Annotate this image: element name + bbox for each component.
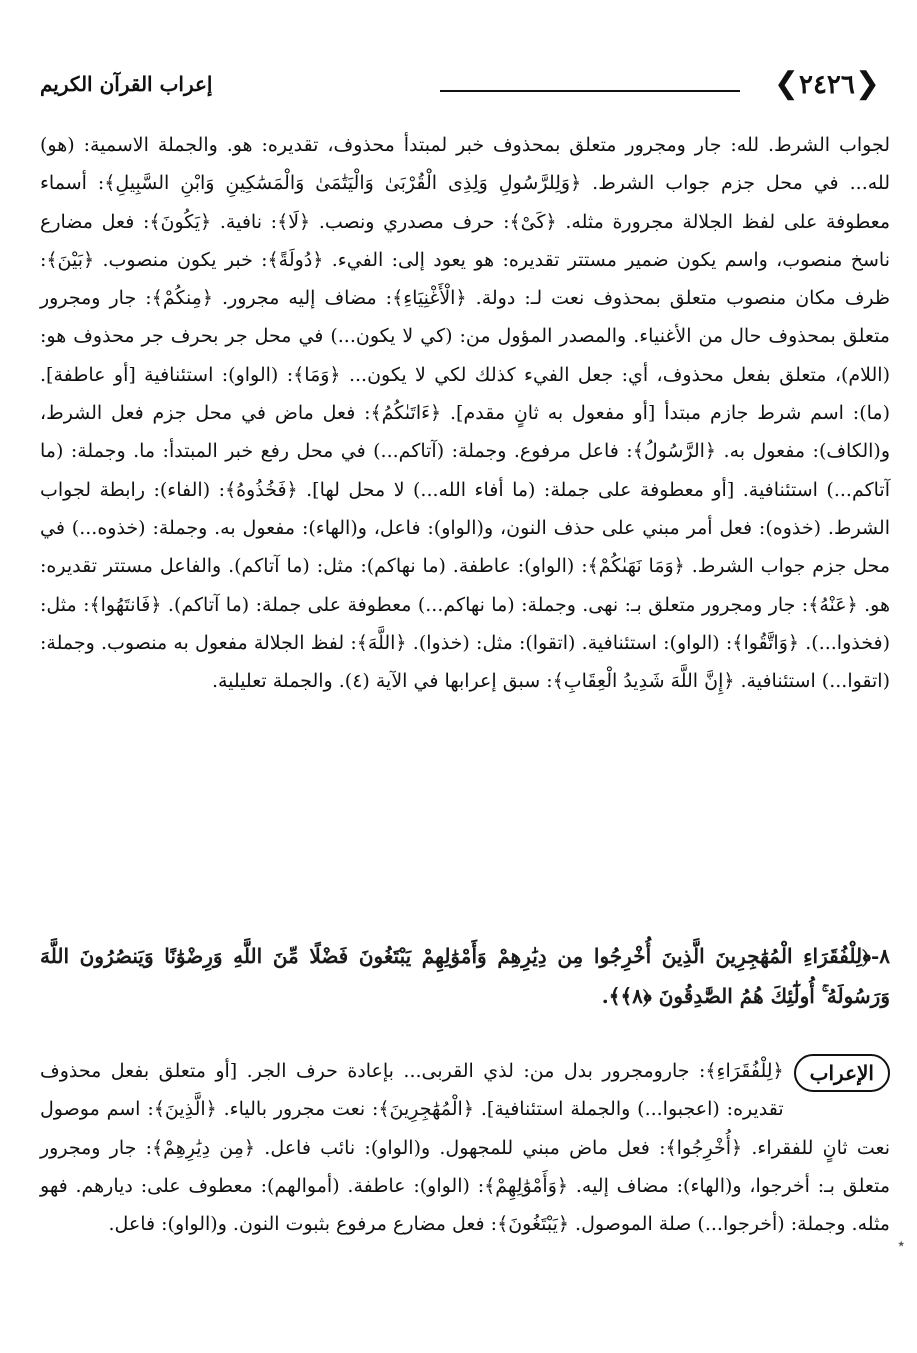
header-rule — [440, 90, 740, 92]
page-header — [40, 62, 880, 112]
irab-badge: الإعراب — [794, 1054, 890, 1092]
irab-text: ﴿لِلْفُقَرَاءِ﴾: جارومجرور بدل من: لذي القربى... بإعادة حرف الجر. [أو متعلق بفعل محذوف تقديره: (اعجبوا...) والجملة استئنافية]. ﴿الْمُهَٰجِرِينَ﴾: نعت مجرور بالياء. ﴿الَّذِينَ﴾: اسم موصول نعت ثانٍ للفقراء. ﴿أُخْرِجُوا﴾: فعل ماض مبني للمجهول. و(الواو): نائب فاعل. ﴿مِن دِيَٰرِهِمْ﴾: جار ومجرور متعلق بـ: أخرجوا، و(الهاء): مضاف إليه. ﴿وَأَمْوَٰلِهِمْ﴾: (الواو): عاطفة. (أموالهم): معطوف على: ديارهم. فهو مثله. وجملة: (أخرجوا...) صلة الموصول. ﴿يَبْتَغُونَ﴾: فعل مضارع مرفوع بثبوت النون. و(الواو): فاعل. — [40, 1060, 890, 1236]
page-number: ❮٢٤٢٦❯ — [773, 66, 880, 101]
quran-verse: ٨-﴿لِلْفُقَرَاءِ الْمُهَٰجِرِينَ الَّذِينَ أُخْرِجُوا مِن دِيَٰرِهِمْ وَأَمْوَٰلِهِمْ يَبْتَغُونَ فَضْلًا مِّنَ اللَّهِ وَرِضْوَٰنًا وَيَنصُرُونَ اللَّهَ وَرَسُولَهُ ۚ أُولَٰٓئِكَ هُمُ الصَّٰدِقُونَ ﴿٨﴾﴾. — [40, 944, 890, 1008]
book-title: إعراب القرآن الكريم — [40, 72, 213, 96]
irab-paragraph — [40, 1052, 890, 1243]
body-paragraph: لجواب الشرط. لله: جار ومجرور متعلق بمحذوف خبر لمبتدأ محذوف، تقديره: هو. والجملة الاسمية: (هو) لله... في محل جزم جواب الشرط. ﴿وَلِلرَّسُولِ وَلِذِى الْقُرْبَىٰ وَالْيَتَٰمَىٰ وَالْمَسَٰكِينِ وَابْنِ السَّبِيلِ﴾: أسماء معطوفة على لفظ الجلالة مجرورة مثله. ﴿كَىْ﴾: حرف مصدري ونصب. ﴿لَا﴾: نافية. ﴿يَكُونَ﴾: فعل مضارع ناسخ منصوب، واسم يكون ضمير مستتر تقديره: هو يعود إلى: الفيء. ﴿دُولَةً﴾: خبر يكون منصوب. ﴿بَيْنَ﴾: ظرف مكان منصوب متعلق بمحذوف نعت لـ: دولة. ﴿الْأَغْنِيَاءِ﴾: مضاف إليه مجرور. ﴿مِنكُمْ﴾: جار ومجرور متعلق بمحذوف حال من الأغنياء. والمصدر المؤول من: (كي لا يكون...) في محل جر بحرف جر محذوف هو: (اللام)، متعلق بفعل محذوف، أي: جعل الفيء كذلك لكي لا يكون... ﴿وَمَا﴾: (الواو): استئنافية [أو عاطفة]. (ما): اسم شرط جازم مبتدأ [أو مفعول به ثانٍ مقدم]. ﴿ءَاتَىٰكُمُ﴾: فعل ماض في محل جزم فعل الشرط، و(الكاف): مفعول به. ﴿الرَّسُولُ﴾: فاعل مرفوع. وجملة: (آتاكم...) في محل رفع خبر المبتدأ: ما. وجملة: (ما آتاكم...) استئنافية. [أو معطوفة على جملة: (ما أفاء الله...) لا محل لها]. ﴿فَخُذُوهُ﴾: (الفاء): رابطة لجواب الشرط. (خذوه): فعل أمر مبني على حذف النون، و(الواو): فاعل، و(الهاء): مفعول به. وجملة: (خذوه...) في محل جزم جواب الشرط. ﴿وَمَا نَهَىٰكُمْ﴾: (الواو): عاطفة. (ما نهاكم): مثل: (ما آتاكم). والفاعل مستتر تقديره: هو. ﴿عَنْهُ﴾: جار ومجرور متعلق بـ: نهى. وجملة: (ما نهاكم...) معطوفة على جملة: (ما آتاكم). ﴿فَانتَهُوا﴾: مثل: (فخذوا...). ﴿وَاتَّقُوا﴾: (الواو): استئنافية. (اتقوا): مثل: (خذوا). ﴿اللَّهَ﴾: لفظ الجلالة مفعول به منصوب. وجملة: (اتقوا...) استئنافية. ﴿إِنَّ اللَّهَ شَدِيدُ الْعِقَابِ﴾: سبق إعرابها في الآية (٤). والجملة تعليلية. — [40, 134, 890, 693]
margin-mark: ٭ — [897, 1236, 905, 1252]
